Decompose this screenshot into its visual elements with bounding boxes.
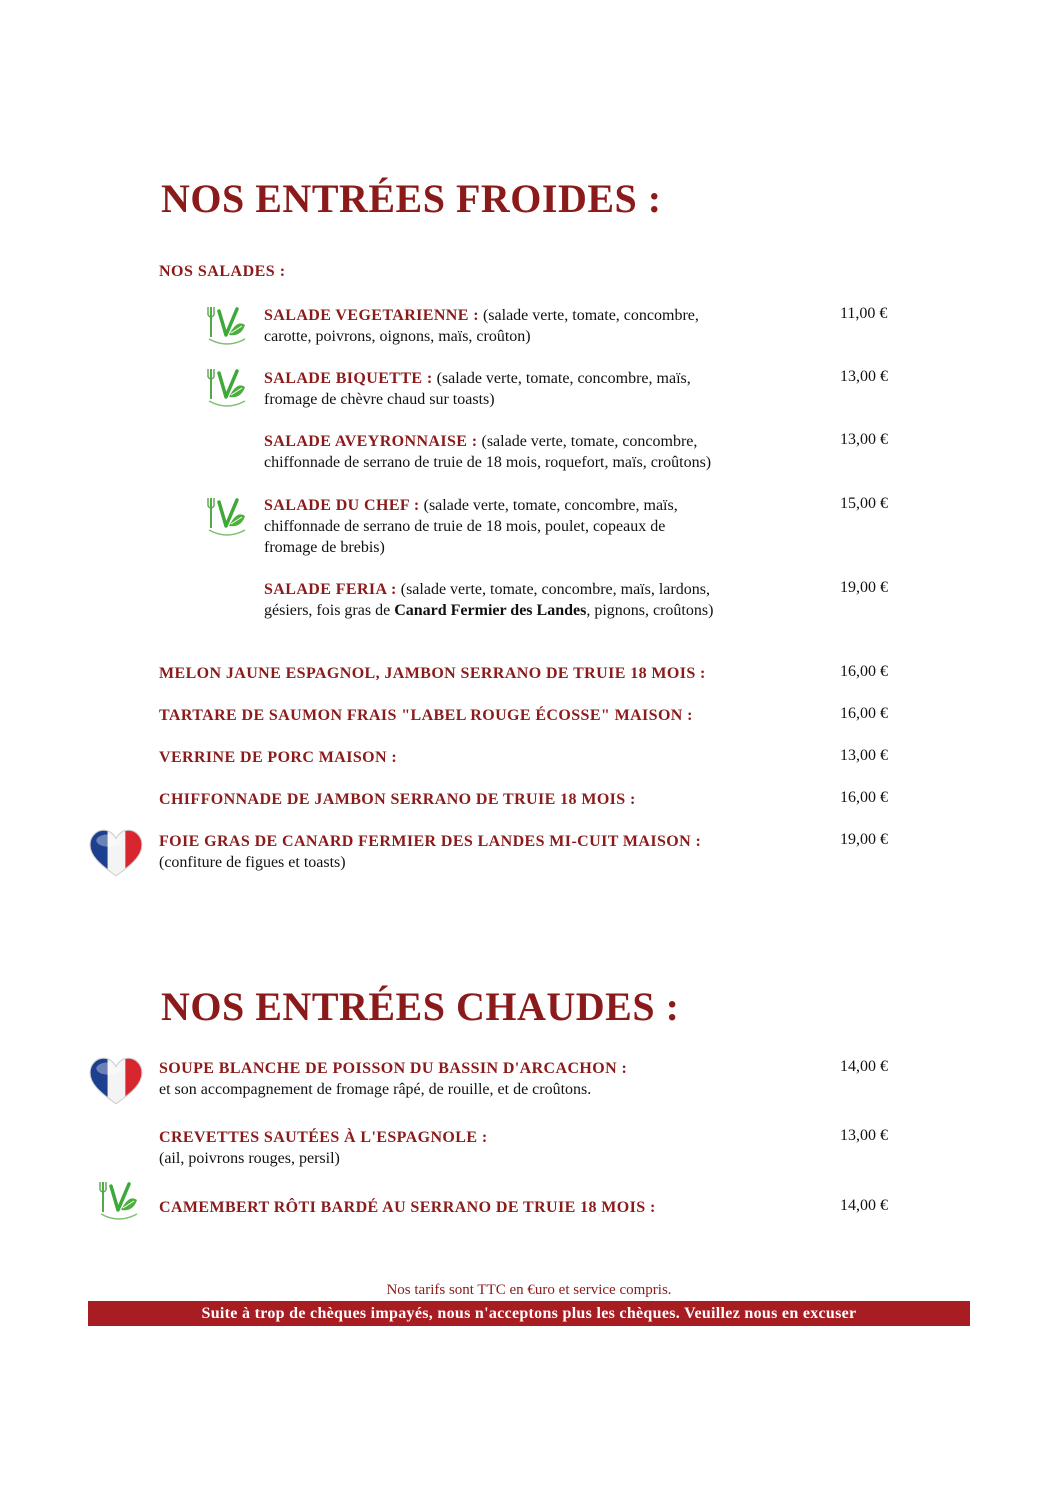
item-desc: fromage de brebis) — [264, 539, 385, 556]
item-name: SALADE DU CHEF : — [264, 497, 420, 514]
item-desc: fromage de chèvre chaud sur toasts) — [264, 391, 495, 408]
veggie-icon — [99, 1180, 139, 1228]
menu-item-soupe-poisson — [159, 1058, 829, 1100]
section-title-hot: NOS ENTRÉES CHAUDES : — [161, 984, 680, 1029]
item-desc: (salade verte, tomate, concombre, maïs, lardons, — [396, 581, 710, 598]
item-desc: (salade verte, tomate, concombre, — [478, 307, 699, 324]
item-price: 14,00 € — [840, 1197, 888, 1214]
item-price: 15,00 € — [840, 495, 888, 512]
menu-item-tartare-saumon — [159, 705, 829, 726]
item-name: SALADE AVEYRONNAISE : — [264, 433, 478, 450]
item-price: 14,00 € — [840, 1058, 888, 1075]
veggie-icon — [207, 496, 247, 544]
french-heart-icon — [88, 1056, 144, 1106]
item-name: TARTARE DE SAUMON FRAIS "LABEL ROUGE ÉCOSSE" MAISON : — [159, 707, 693, 724]
cheque-warning-banner: Suite à trop de chèques impayés, nous n'acceptons plus les chèques. Veuillez nous en excuser — [88, 1301, 970, 1326]
menu-item-chiffonnade — [159, 789, 829, 810]
menu-item-salade-biquette — [264, 368, 824, 410]
item-name: SOUPE BLANCHE DE POISSON DU BASSIN D'ARCACHON : — [159, 1060, 628, 1077]
pricing-notice: Nos tarifs sont TTC en €uro et service compris. — [386, 1282, 672, 1298]
item-name: CHIFFONNADE DE JAMBON SERRANO DE TRUIE 18 MOIS : — [159, 791, 636, 808]
menu-item-salade-aveyronnaise — [264, 431, 834, 473]
item-desc: et son accompagnement de fromage râpé, de rouille, et de croûtons. — [159, 1081, 592, 1098]
menu-item-salade-du-chef — [264, 495, 824, 558]
item-desc: chiffonnade de serrano de truie de 18 mois, poulet, copeaux de — [264, 518, 666, 535]
item-desc: gésiers, fois gras de — [264, 602, 395, 619]
menu-item-foie-gras — [159, 831, 829, 873]
item-price: 16,00 € — [840, 705, 888, 722]
item-name: VERRINE DE PORC MAISON : — [159, 749, 398, 766]
item-desc: (salade verte, tomate, concombre, — [477, 433, 698, 450]
menu-item-camembert — [159, 1197, 829, 1218]
item-name: SALADE VEGETARIENNE : — [264, 307, 479, 324]
item-desc: , pignons, croûtons) — [586, 602, 714, 619]
veggie-icon — [207, 305, 247, 353]
item-name: SALADE FERIA : — [264, 581, 397, 598]
item-price: 16,00 € — [840, 663, 888, 680]
item-price: 19,00 € — [840, 831, 888, 848]
section-title-cold: NOS ENTRÉES FROIDES : — [161, 176, 662, 221]
item-price: 13,00 € — [840, 431, 888, 448]
item-name: CREVETTES SAUTÉES À L'ESPAGNOLE : — [159, 1129, 488, 1146]
menu-item-salade-vegetarienne — [264, 305, 824, 347]
item-desc: carotte, poivrons, oignons, maïs, croûton) — [264, 328, 531, 345]
item-price: 13,00 € — [840, 368, 888, 385]
item-price: 11,00 € — [840, 305, 888, 322]
menu-item-verrine-porc — [159, 747, 829, 768]
item-name: CAMEMBERT RÔTI BARDÉ AU SERRANO DE TRUIE 18 MOIS : — [159, 1199, 656, 1216]
item-price: 13,00 € — [840, 747, 888, 764]
item-name: SALADE BIQUETTE : — [264, 370, 433, 387]
item-desc: (salade verte, tomate, concombre, maïs, — [432, 370, 691, 387]
menu-item-melon — [159, 663, 829, 684]
item-desc: (ail, poivrons rouges, persil) — [159, 1150, 340, 1167]
item-name: FOIE GRAS DE CANARD FERMIER DES LANDES MI-CUIT MAISON : — [159, 833, 702, 850]
item-desc: (confiture de figues et toasts) — [159, 854, 346, 871]
menu-item-crevettes — [159, 1127, 829, 1169]
veggie-icon — [207, 367, 247, 415]
item-desc: (salade verte, tomate, concombre, maïs, — [419, 497, 678, 514]
salads-heading: NOS SALADES : — [159, 263, 286, 280]
item-desc-highlight: Canard Fermier des Landes — [394, 602, 587, 619]
item-price: 13,00 € — [840, 1127, 888, 1144]
menu-item-salade-feria — [264, 579, 834, 621]
item-price: 19,00 € — [840, 579, 888, 596]
item-name: MELON JAUNE ESPAGNOL, JAMBON SERRANO DE TRUIE 18 MOIS : — [159, 665, 706, 682]
item-desc: chiffonnade de serrano de truie de 18 mois, roquefort, maïs, croûtons) — [264, 454, 712, 471]
french-heart-icon — [88, 828, 144, 878]
item-price: 16,00 € — [840, 789, 888, 806]
